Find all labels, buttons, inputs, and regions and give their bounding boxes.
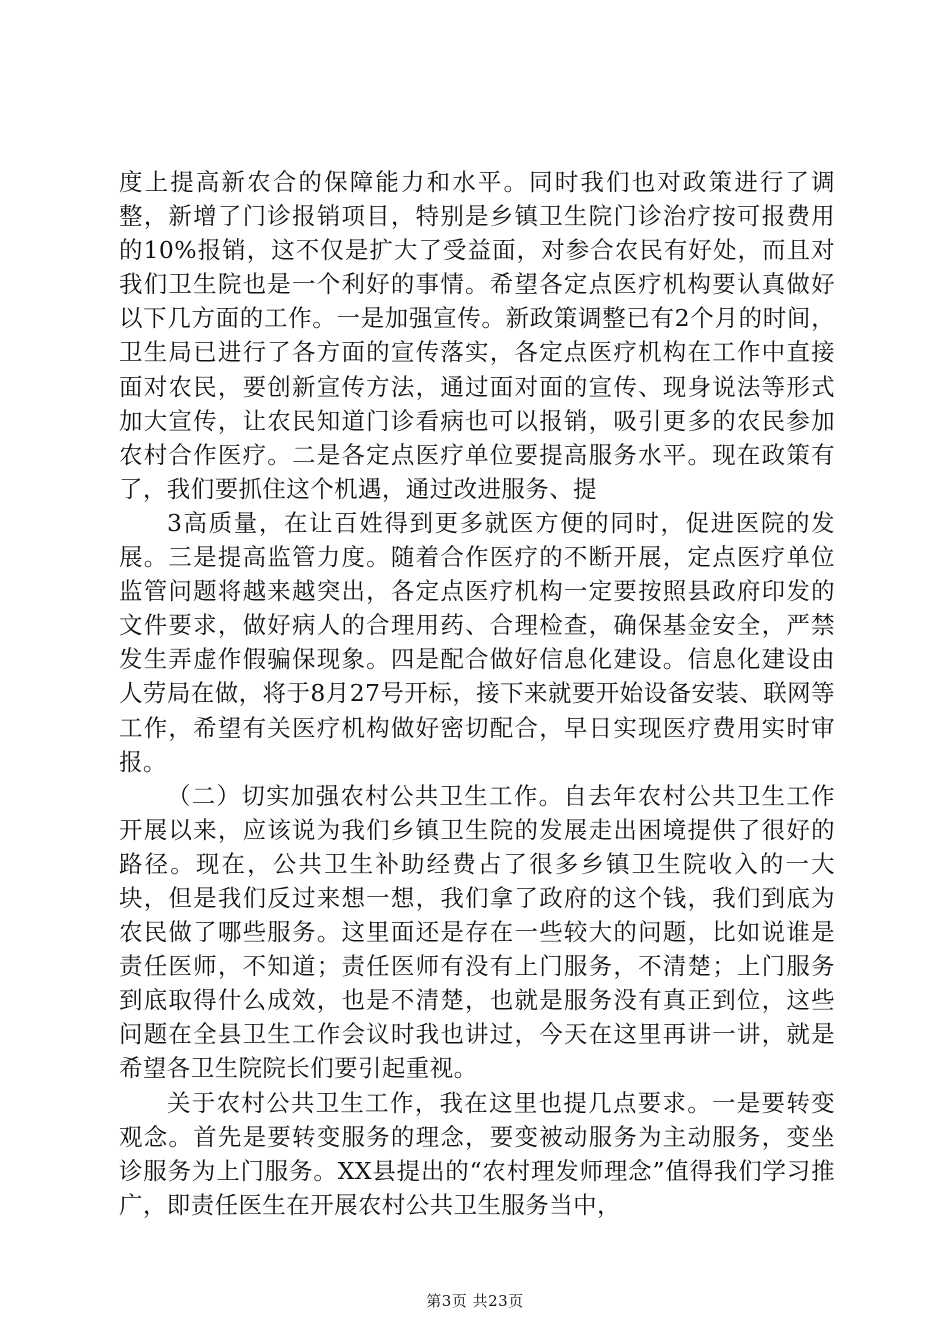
paragraph-continued: 度上提高新农合的保障能力和水平。同时我们也对政策进行了调整，新增了门诊报销项目，特别是乡镇卫生院门诊治疗按可报费用的10%报销，这不仅是扩大了受益面，对参合农民有好处，而且对我们卫生院也是一个利好的事情。希望各定点医疗机构要认真做好以下几方面的工作。一是加强宣传。新政策调整已有2个月的时间，卫生局已进行了各方面的宣传落实，各定点医疗机构在工作中直接面对农民，要创新宣传方法，通过面对面的宣传、现身说法等形式加大宣传，让农民知道门诊看病也可以报销，吸引更多的农民参加农村合作医疗。二是各定点医疗单位要提高服务水平。现在政策有了，我们要抓住这个机遇，通过改进服务、提 xyxy=(119,168,835,503)
paragraph-public-health: （二）切实加强农村公共卫生工作。自去年农村公共卫生工作开展以来，应该说为我们乡镇卫生院的发展走出困境提供了很好的路径。现在，公共卫生补助经费占了很多乡镇卫生院收入的一大块，但是我们反过来想一想，我们拿了政府的这个钱，我们到底为农民做了哪些服务。这里面还是存在一些较大的问题，比如说谁是责任医师，不知道；责任医师有没有上门服务，不清楚；上门服务到底取得什么成效，也是不清楚，也就是服务没有真正到位，这些问题在全县卫生工作会议时我也讲过，今天在这里再讲一讲，就是希望各卫生院院长们要引起重视。 xyxy=(119,781,835,1083)
page-number-footer: 第3页 共23页 xyxy=(426,1292,524,1310)
document-body xyxy=(119,165,835,1222)
paragraph-requirements: 关于农村公共卫生工作，我在这里也提几点要求。一是要转变观念。首先是要转变服务的理念，要变被动服务为主动服务，变坐诊服务为上门服务。XX县提出的“农村理发师理念”值得我们学习推广，即责任医生在开展农村公共卫生服务当中， xyxy=(119,1088,835,1219)
paragraph-quality-supervision: 3高质量，在让百姓得到更多就医方便的同时，促进医院的发展。三是提高监管力度。随着合作医疗的不断开展，定点医疗单位监管问题将越来越突出，各定点医疗机构一定要按照县政府印发的文件要求，做好病人的合理用药、合理检查，确保基金安全，严禁发生弄虚作假骗保现象。四是配合做好信息化建设。信息化建设由人劳局在做，将于8月27号开标，接下来就要开始设备安装、联网等工作，希望有关医疗机构做好密切配合，早日实现医疗费用实时审报。 xyxy=(119,508,835,776)
